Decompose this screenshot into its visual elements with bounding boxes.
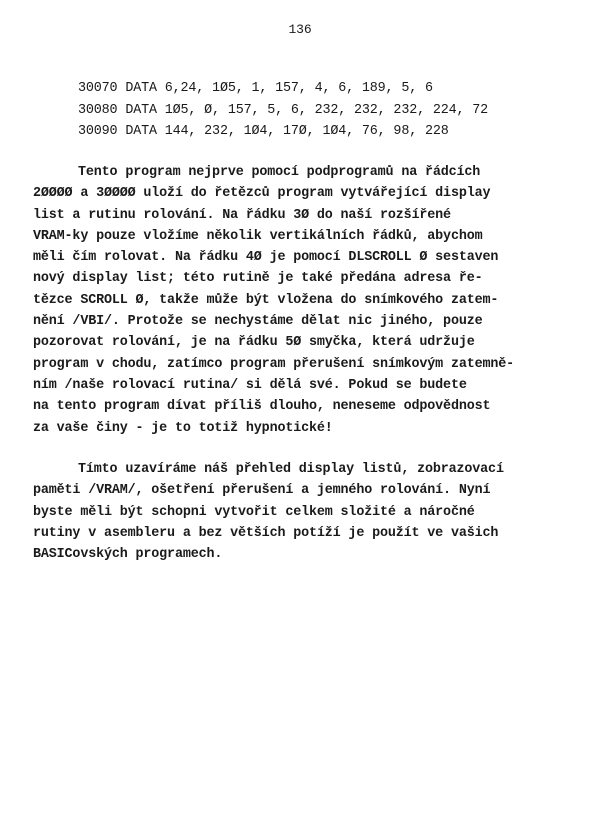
code-listing bbox=[78, 78, 578, 143]
text-line: Tímto uzavíráme náš přehled display listů, zobrazovací bbox=[78, 462, 504, 477]
text-line: BASICovských programech. bbox=[33, 547, 223, 563]
text-line: pozorovat rolování, je na řádku 5Ø smyčka, která udržuje bbox=[33, 335, 475, 351]
text-line: tězce SCROLL Ø, takže může být vložena do snímkového zatem- bbox=[33, 292, 499, 308]
text-line: ním /naše rolovací rutina/ si dělá své. Pokud se budete bbox=[33, 377, 467, 393]
text-line: Tento program nejprve pomocí podprogramů na řádcích bbox=[78, 165, 481, 180]
text-line: nový display list; této rutině je také předána adresa ře- bbox=[33, 271, 483, 287]
text-line: za vaše činy - je to totiž hypnotické! bbox=[33, 420, 333, 436]
paragraph-summary bbox=[33, 459, 588, 565]
text-line: měli čím rolovat. Na řádku 4Ø je pomocí DLSCROLL Ø sestaven bbox=[33, 250, 499, 266]
code-line: 30070 DATA 6,24, 1Ø5, 1, 157, 4, 6, 189, 5, 6 bbox=[78, 81, 433, 96]
text-line: nění /VBI/. Protože se nechystáme dělat nic jiného, pouze bbox=[33, 314, 483, 330]
code-line: 30090 DATA 144, 232, 1Ø4, 17Ø, 1Ø4, 76, 98, 228 bbox=[78, 124, 449, 139]
text-line: byste měli být schopni vytvořit celkem složité a náročné bbox=[33, 504, 475, 520]
text-line: paměti /VRAM/, ošetření přerušení a jemného rolování. Nyní bbox=[33, 483, 491, 499]
paragraph-program-description bbox=[33, 162, 588, 439]
text-line: VRAM-ky pouze vložíme několik vertikálních řádků, abychom bbox=[33, 228, 483, 244]
text-line: na tento program dívat příliš dlouho, neneseme odpovědnost bbox=[33, 399, 491, 415]
text-line: list a rutinu rolování. Na řádku 3Ø do naší rozšířené bbox=[33, 207, 451, 223]
text-line: program v chodu, zatímco program přerušení snímkovým zatemně- bbox=[33, 356, 515, 372]
text-line: rutiny v asembleru a bez větších potíží je použít ve vašich bbox=[33, 525, 499, 541]
text-line: 2ØØØØ a 3ØØØØ uloží do řetězců program vytvářející display bbox=[33, 186, 491, 202]
code-line: 30080 DATA 1Ø5, Ø, 157, 5, 6, 232, 232, 232, 224, 72 bbox=[78, 102, 489, 118]
page-number: 136 bbox=[288, 22, 312, 37]
